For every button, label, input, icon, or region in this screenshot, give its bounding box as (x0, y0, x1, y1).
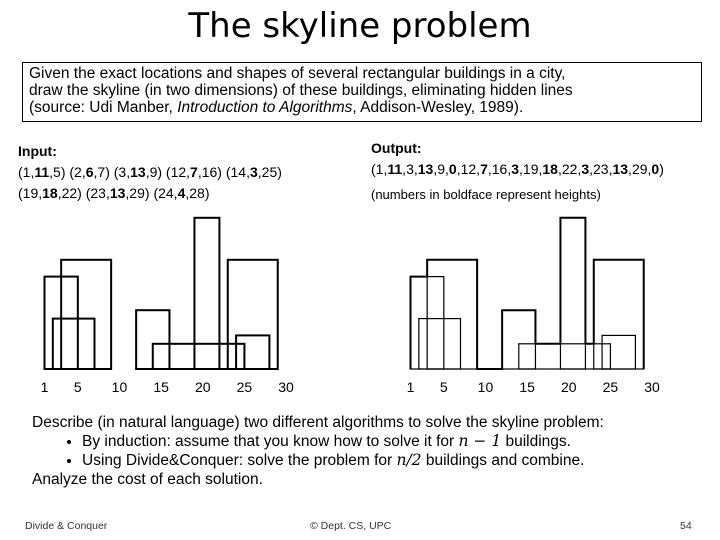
output-x: 19 (522, 161, 539, 177)
building-outline (419, 319, 461, 369)
building-outline (560, 218, 585, 369)
output-height: 3 (581, 161, 590, 177)
output-x: 12 (460, 161, 477, 177)
page-number: 54 (680, 520, 692, 532)
footer-course: Divide & Conquer (25, 520, 108, 532)
input-building: (23,13,29) (85, 185, 150, 201)
source-suffix: , Addison-Wesley, 1989). (352, 99, 524, 116)
output-x: 9 (437, 161, 446, 177)
input-axis-tick-label: 25 (236, 379, 253, 395)
output-x: 22 (561, 161, 578, 177)
output-axis-tick-label: 10 (477, 379, 494, 395)
input-axis-tick-label: 10 (111, 379, 128, 395)
building-outline (602, 335, 635, 369)
output-height: 0 (448, 161, 457, 177)
input-building: (19,18,22) (18, 185, 82, 201)
question-intro: Describe (in natural language) two different algorithms to solve the skyline problem: (32, 414, 604, 431)
bullet1-math: n − 1 (458, 432, 502, 450)
output-x: 1 (375, 161, 384, 177)
slide-title: The skyline problem (188, 6, 532, 46)
book-title: Introduction to Algorithms (177, 99, 353, 116)
output-height: 11 (387, 161, 403, 177)
bullet-divide-conquer (82, 451, 604, 470)
input-building: (24,4,28) (153, 185, 210, 201)
bullet1-suffix: buildings. (501, 433, 571, 450)
question-outro: Analyze the cost of each solution. (32, 471, 263, 488)
output-height: 13 (417, 161, 434, 177)
input-axis-tick-label: 15 (153, 379, 169, 395)
input-building: (1,11,5) (18, 164, 66, 180)
building-rect (153, 344, 245, 369)
output-x: 29 (631, 161, 648, 177)
building-rect (194, 218, 219, 369)
input-building: (12,7,16) (165, 164, 222, 180)
exercise-question (32, 413, 604, 489)
output-axis-tick-label: 1 (406, 379, 415, 395)
input-building: (14,3,25) (225, 164, 282, 180)
output-axis-tick-label: 30 (644, 379, 660, 395)
output-sequence: (1,11,3,13,9,0,12,7,16,3,19,18,22,3,23,13,29,0) (371, 161, 664, 177)
output-height: 0 (651, 161, 660, 177)
input-building: (3,13,9) (113, 164, 163, 180)
output-height: 3 (511, 161, 520, 177)
input-axis-tick-label: 5 (73, 379, 82, 395)
output-x: 16 (491, 161, 508, 177)
source-prefix: (source: Udi Manber, (29, 99, 178, 116)
input-axis-tick-label: 1 (40, 379, 49, 395)
bullet2-prefix: Using Divide&Conquer: solve the problem for (82, 452, 397, 469)
building-outline (594, 260, 644, 369)
input-heading: Input: (18, 143, 57, 159)
output-axis-tick-label: 25 (602, 379, 619, 395)
output-axis-tick-label: 5 (439, 379, 448, 395)
footer-copyright: © Dept. CS, UPC (310, 520, 392, 532)
output-x: 23 (593, 161, 609, 177)
output-x: 3 (406, 161, 414, 177)
output-note: (numbers in boldface represent heights) (371, 187, 601, 202)
description-line-1: Given the exact locations and shapes of several rectangular buildings in a city, (29, 65, 566, 82)
input-axis-tick-label: 30 (278, 379, 294, 395)
building-rect (53, 319, 95, 369)
output-axis-tick-label: 15 (519, 379, 535, 395)
input-axis-tick-label: 20 (194, 379, 211, 395)
description-line-2: draw the skyline (in two dimensions) of these buildings, eliminating hidden lines (29, 82, 573, 99)
output-height: 13 (612, 161, 629, 177)
output-heading: Output: (371, 140, 422, 156)
output-height: 18 (542, 161, 558, 177)
output-axis-tick-label: 20 (560, 379, 577, 395)
question-bullets (32, 432, 604, 470)
bullet2-math: n/2 (396, 451, 422, 469)
building-outline (519, 344, 611, 369)
bullet1-prefix: By induction: assume that you know how to solve it for (82, 433, 459, 450)
input-building: (2,6,7) (69, 164, 110, 180)
bullet2-suffix: buildings and combine. (421, 452, 585, 469)
bullet-induction (82, 432, 604, 451)
output-height: 7 (480, 161, 488, 177)
skyline-outline (411, 218, 644, 369)
building-rect (236, 335, 269, 369)
